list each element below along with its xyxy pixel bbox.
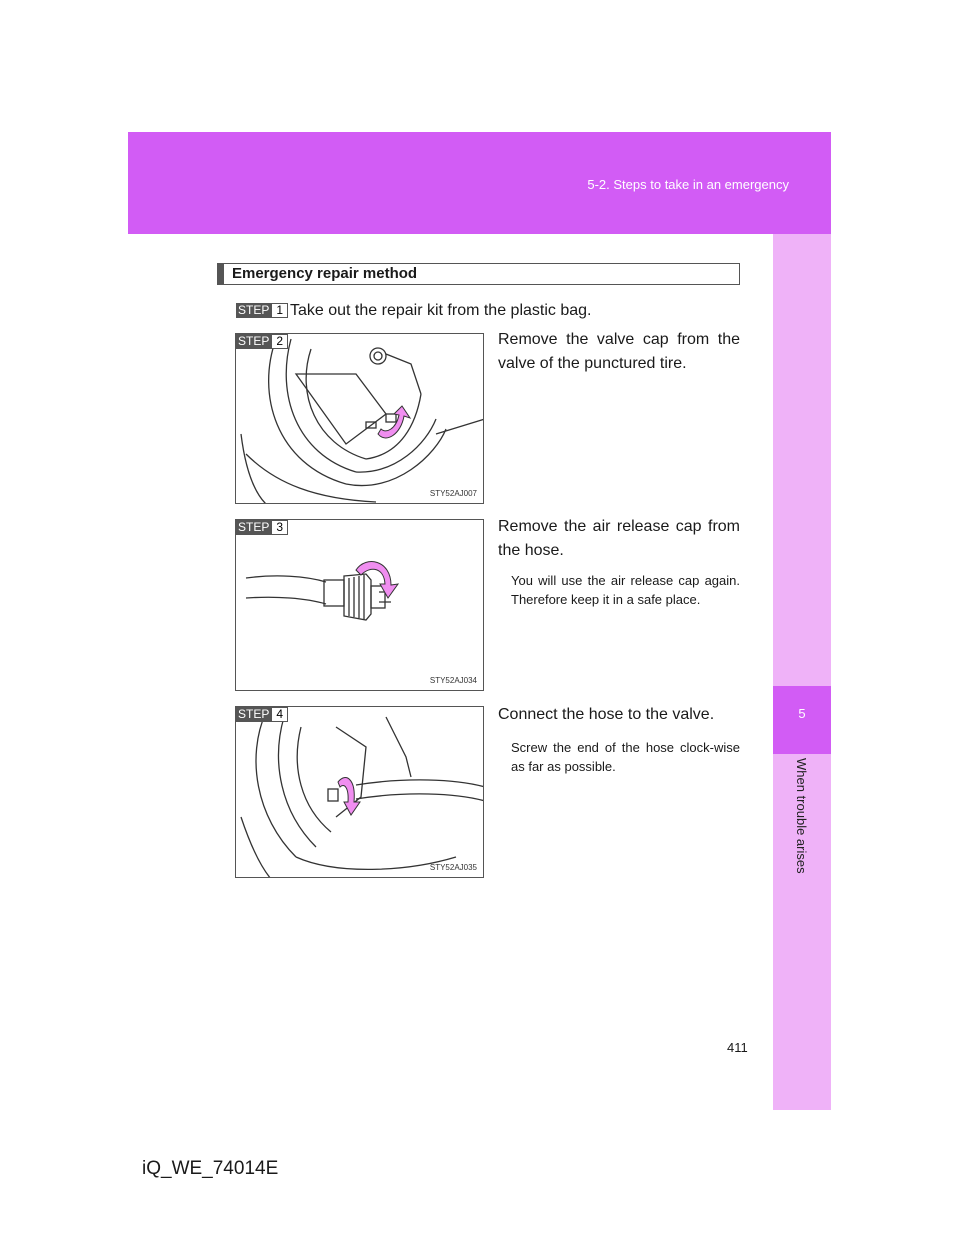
- figure-code: STY52AJ034: [429, 676, 477, 685]
- step-2-figure: [235, 333, 484, 504]
- step-4-text: Connect the hose to the valve.: [498, 706, 715, 723]
- turn-arrow-icon: [356, 562, 398, 598]
- figure-code: STY52AJ007: [429, 489, 477, 498]
- chapter-number: 5: [798, 706, 806, 721]
- step-word: STEP: [238, 707, 270, 721]
- step-4-badge: [236, 707, 288, 722]
- step-number: 4: [271, 707, 288, 722]
- step-3-badge: [236, 520, 288, 535]
- turn-arrow-icon: [338, 778, 360, 815]
- step-2-text: Remove the valve cap from the valve of the punctured tire.: [498, 331, 740, 372]
- step-number: 1: [271, 303, 288, 318]
- step-4-note: Screw the end of the hose clock-wise as far as possible.: [511, 740, 740, 774]
- step-1-text: Take out the repair kit from the plastic bag.: [290, 302, 592, 319]
- chapter-tab[interactable]: [773, 686, 831, 754]
- step-4-figure: [235, 706, 484, 878]
- chapter-title: When trouble arises: [794, 758, 809, 874]
- step-word: STEP: [238, 520, 270, 534]
- step-number: 3: [271, 520, 288, 535]
- step-3-text: Remove the air release cap from the hose.: [498, 518, 740, 559]
- side-tab: [773, 234, 831, 1110]
- figure-code: STY52AJ035: [429, 863, 477, 872]
- step-word: STEP: [238, 334, 270, 348]
- header-band: [128, 132, 831, 234]
- hose-connection-illustration: [236, 707, 484, 878]
- step-3-note: You will use the air release cap again. Therefore keep it in a safe place.: [511, 573, 740, 607]
- page-number: 411: [727, 1040, 748, 1055]
- step-3-figure: [235, 519, 484, 691]
- valve-cap-illustration: [236, 334, 484, 504]
- section-heading: Emergency repair method: [217, 263, 740, 285]
- step-1-badge: [236, 303, 288, 318]
- step-number: 2: [271, 334, 288, 349]
- air-release-cap-illustration: [236, 520, 484, 691]
- step-2-badge: [236, 334, 288, 349]
- section-title: 5-2. Steps to take in an emergency: [587, 177, 789, 192]
- step-word: STEP: [238, 303, 270, 317]
- document-code: iQ_WE_74014E: [142, 1158, 279, 1179]
